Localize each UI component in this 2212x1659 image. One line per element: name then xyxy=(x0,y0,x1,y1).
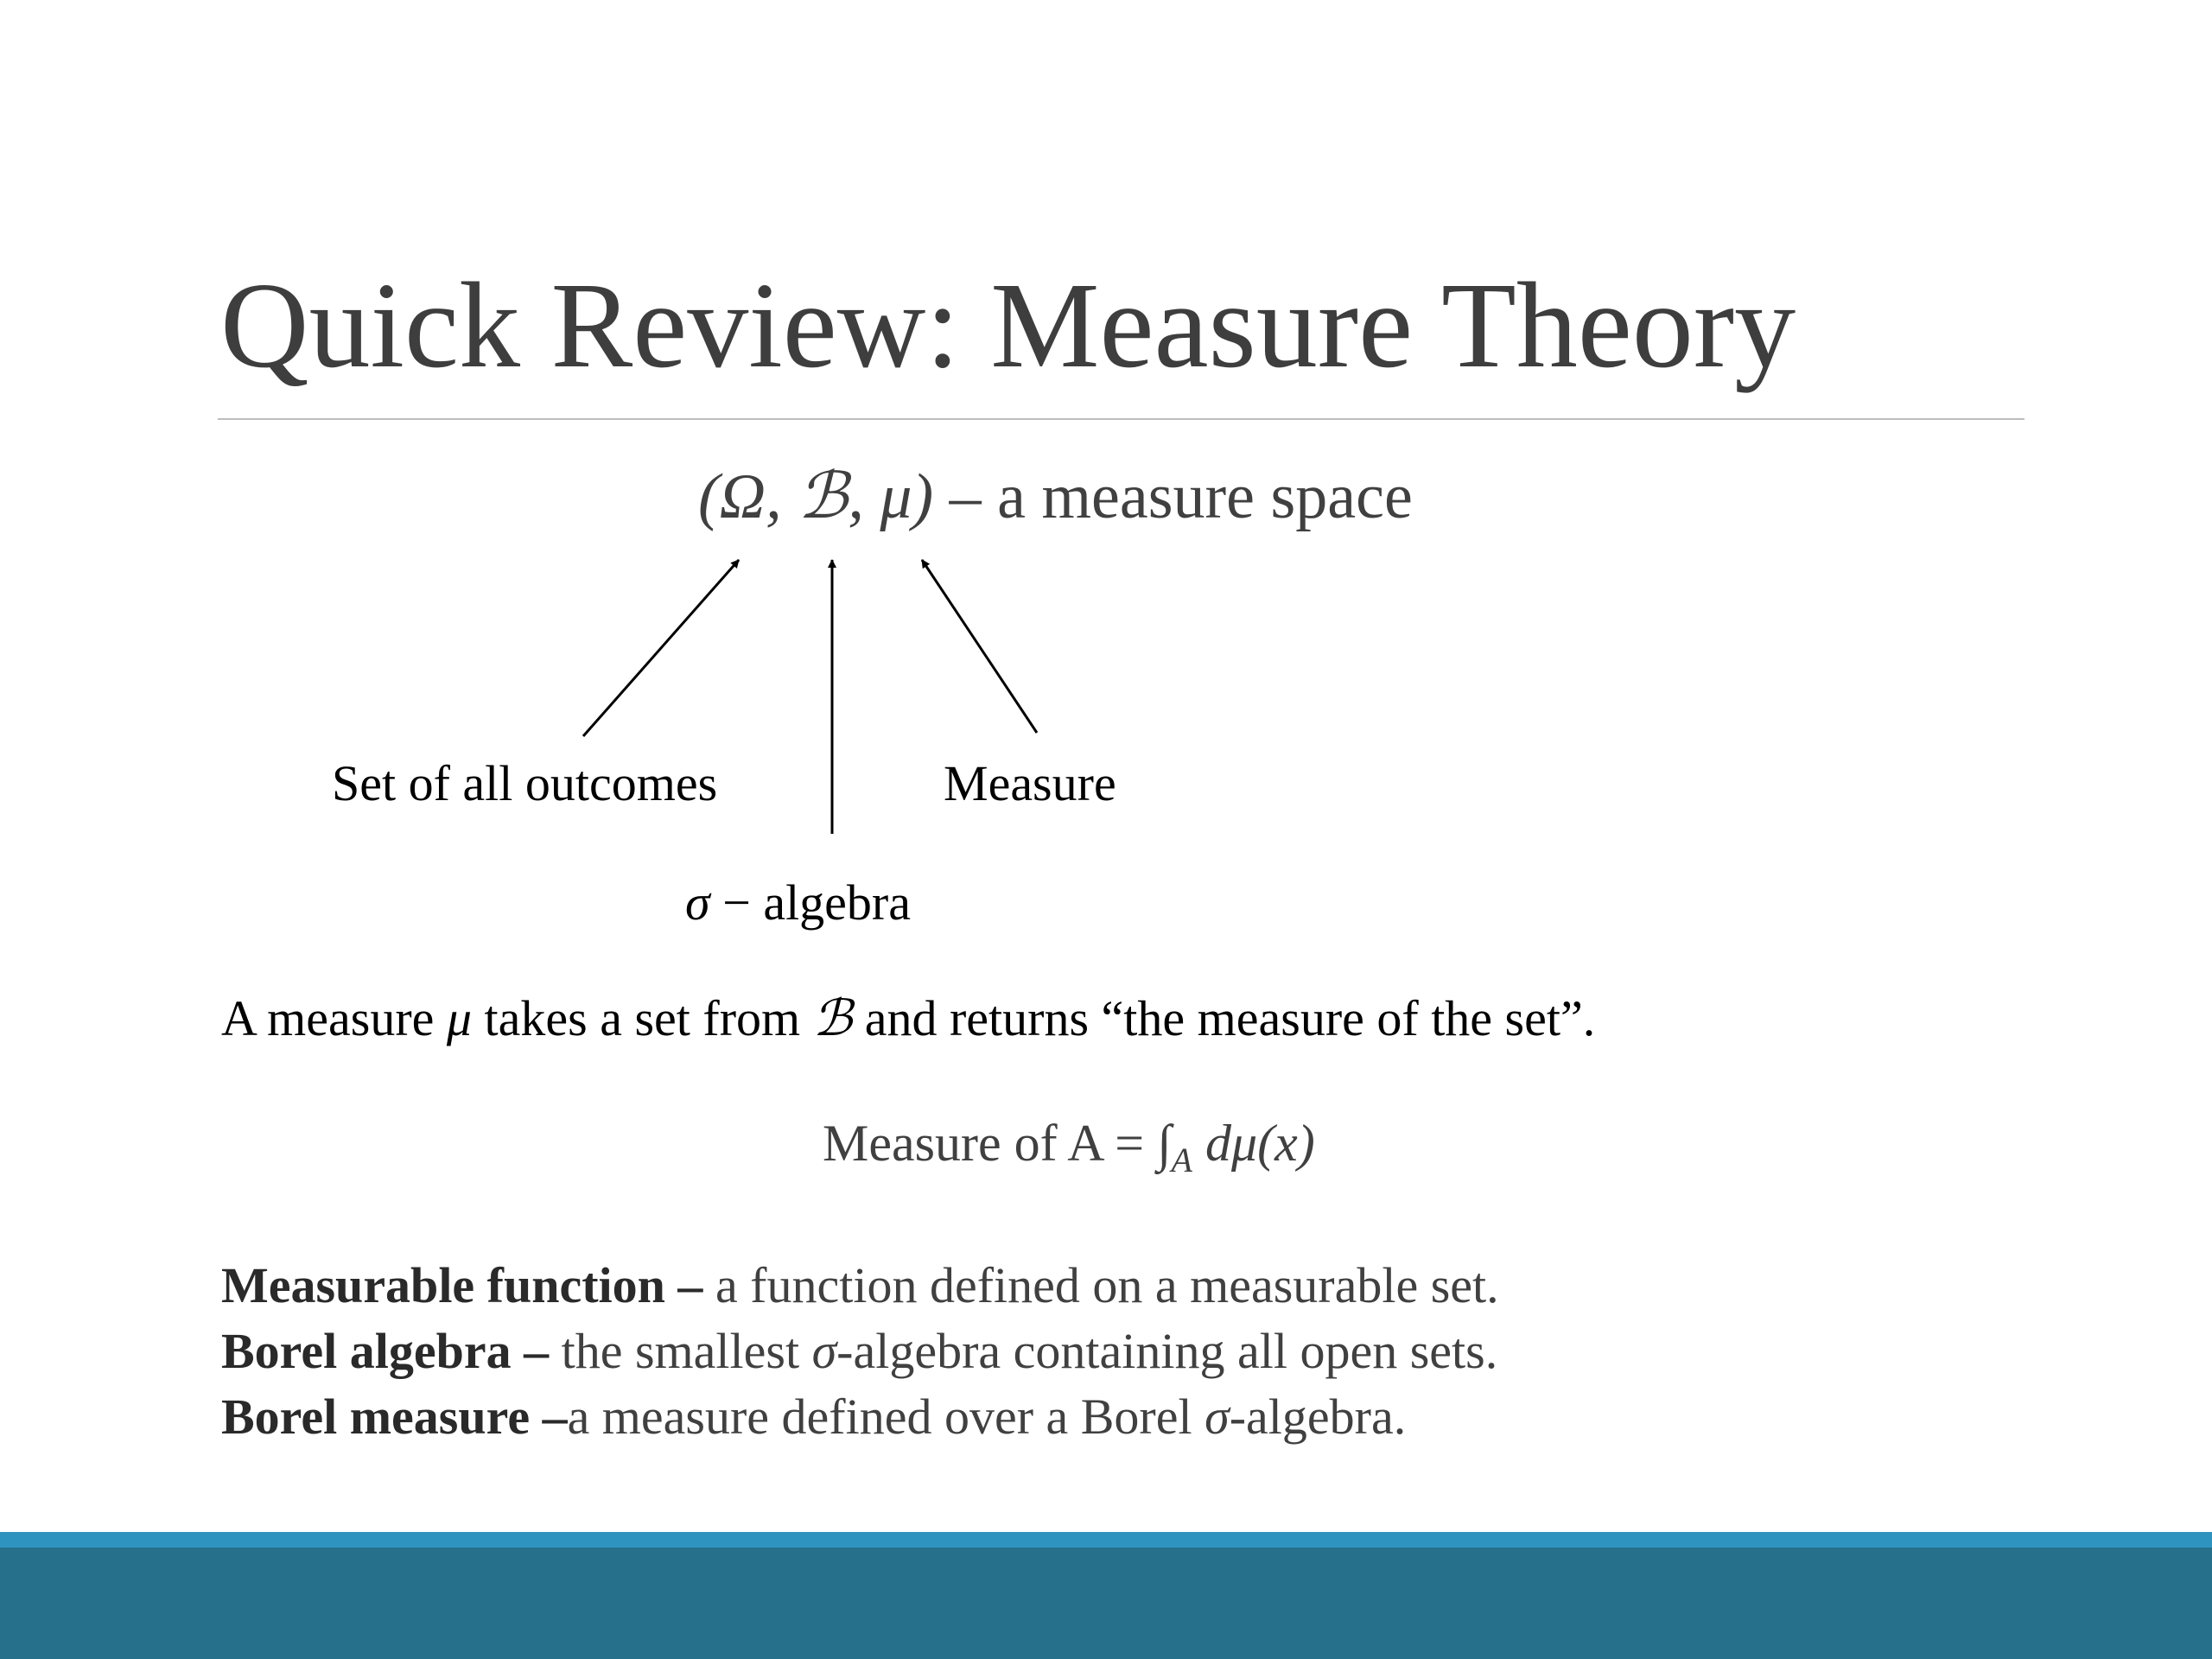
desc-mu: μ xyxy=(446,990,473,1046)
formula-rhs: dμ(x) xyxy=(1192,1115,1315,1172)
definition-term: Measurable function – xyxy=(221,1257,703,1313)
desc-text: takes a set from xyxy=(472,990,813,1046)
footer-bar xyxy=(0,1548,2212,1659)
footer-accent-line xyxy=(0,1532,2212,1548)
definition-text: a function defined on a measurable set. xyxy=(702,1257,1499,1313)
definitions-list xyxy=(221,1253,1499,1450)
arrow-to-mu xyxy=(922,560,1037,733)
slide-title: Quick Review: Measure Theory xyxy=(220,257,1796,393)
measure-space-tuple: (Ω, ℬ, μ) xyxy=(698,461,934,532)
definition-term: Borel measure – xyxy=(221,1389,568,1445)
measure-formula xyxy=(823,1117,1315,1178)
measure-description xyxy=(221,990,1596,1046)
definition-text: a measure defined over a Borel xyxy=(567,1389,1205,1445)
measure-space-caption: – a measure space xyxy=(933,461,1413,532)
desc-text: A measure xyxy=(221,990,447,1046)
desc-text: and returns “the measure of the set”. xyxy=(852,990,1596,1046)
definition-borel-measure xyxy=(221,1384,1499,1450)
definition-sigma: σ xyxy=(1205,1389,1230,1445)
formula-lhs: Measure of A = ∫ xyxy=(823,1115,1172,1172)
definition-text: -algebra. xyxy=(1229,1389,1407,1445)
arrow-to-omega xyxy=(583,560,739,736)
definition-text: the smallest xyxy=(549,1323,812,1379)
definition-sigma: σ xyxy=(811,1323,837,1379)
sigma-algebra-text: − algebra xyxy=(709,874,911,931)
definition-measurable-function xyxy=(221,1253,1499,1319)
definition-text: -algebra containing all open sets. xyxy=(836,1323,1498,1379)
definition-term: Borel algebra – xyxy=(221,1323,550,1379)
label-sigma-algebra xyxy=(685,874,911,931)
label-measure: Measure xyxy=(944,755,1116,811)
desc-b: ℬ xyxy=(812,990,853,1046)
label-set-of-all-outcomes: Set of all outcomes xyxy=(332,755,718,811)
formula-subscript: A xyxy=(1171,1141,1192,1179)
definition-borel-algebra xyxy=(221,1319,1499,1384)
sigma-symbol: σ xyxy=(685,874,710,931)
